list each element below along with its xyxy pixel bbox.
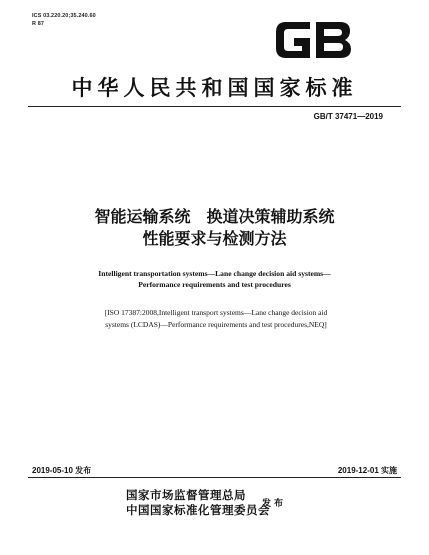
iso-reference-line2: systems (LCDAS)—Performance requirements and test procedures,NEQ] xyxy=(105,320,327,329)
chinese-title-line1: 智能运输系统 换道决策辅助系统 xyxy=(94,207,335,226)
standard-number: GB/T 37471—2019 xyxy=(313,112,383,121)
standard-type-heading: 中华人民共和国国家标准 xyxy=(71,76,358,100)
chinese-title-line2: 性能要求与检测方法 xyxy=(142,229,287,248)
ccs-code: R 87 xyxy=(32,21,45,27)
chinese-title xyxy=(0,206,429,250)
footer-divider xyxy=(28,477,401,478)
english-title xyxy=(0,268,429,290)
issuer-org-1: 国家市场监督管理总局 xyxy=(126,488,246,502)
gb-logo xyxy=(272,16,354,64)
issuing-organizations xyxy=(126,488,270,518)
header-divider xyxy=(28,106,401,107)
classification-codes xyxy=(32,12,96,28)
iso-reference-line1: [ISO 17387:2008,Intelligent transport systems—Lane change decision aid xyxy=(104,308,328,317)
issue-label: 发布 xyxy=(262,499,287,509)
english-title-line1: Intelligent transportation systems—Lane change decision aid systems— xyxy=(98,269,331,278)
logo-text: GB xyxy=(313,63,315,64)
iso-reference xyxy=(40,307,392,331)
ics-code: ICS 03.220.20;35.240.60 xyxy=(32,13,96,19)
issuer-org-2: 中国国家标准化管理委员会 xyxy=(126,503,270,517)
english-title-line2: Performance requirements and test procedures xyxy=(138,280,291,289)
publish-date: 2019-05-10 发布 xyxy=(32,466,92,475)
implement-date: 2019-12-01 实施 xyxy=(337,466,397,475)
